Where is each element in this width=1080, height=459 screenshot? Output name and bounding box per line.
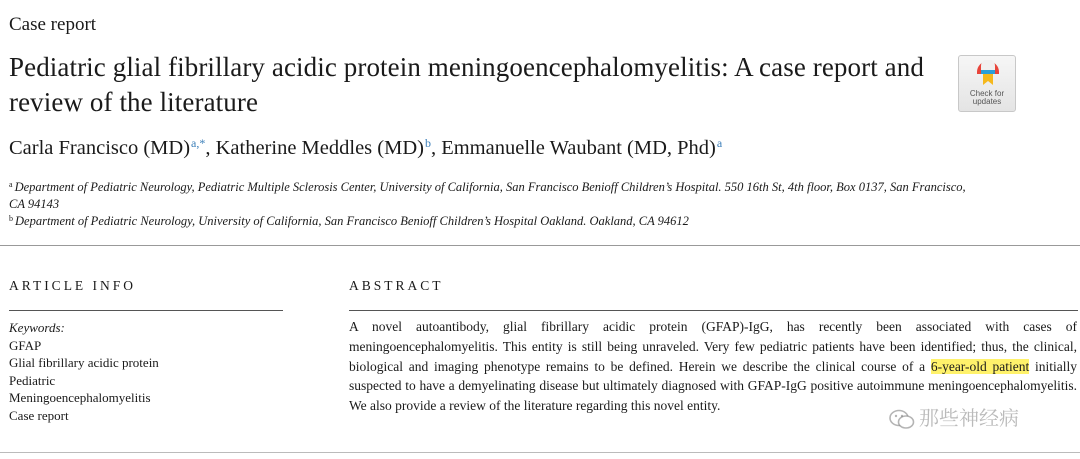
- affiliation-a: $^a$ Department of Pediatric Neurology, Pediatric Multiple Sclerosis Center, University of California, San Francisco Benioff Children’s Hospital. 550 16th St, 4th floor, Box 0137, San Francisco, CA 94143: [9, 180, 966, 211]
- keyword-item: Meningoencephalomyelitis: [9, 390, 151, 406]
- author-name[interactable]: Emmanuelle Waubant (MD, Phd): [441, 137, 716, 159]
- bottom-divider: [0, 452, 1080, 453]
- abstract-heading: ABSTRACT: [349, 278, 444, 293]
- header-divider: [0, 245, 1080, 246]
- check-for-updates-badge[interactable]: [958, 55, 1016, 112]
- keyword-item: Case report: [9, 407, 69, 423]
- article-type-label: Case report: [9, 14, 97, 35]
- article-info-heading: ARTICLE INFO: [9, 278, 137, 293]
- paper-title: Pediatric glial fibrillary acidic protein meningoencephalomyelitis: A case report and review of the literature: [9, 52, 924, 117]
- keywords-block: [9, 319, 159, 425]
- wechat-icon: [889, 409, 915, 431]
- author-affiliation-mark[interactable]: a,*: [191, 136, 206, 150]
- crossmark-icon: [975, 60, 1001, 88]
- keyword-item: GFAP: [9, 337, 42, 353]
- author-affiliation-mark[interactable]: b: [424, 136, 431, 150]
- keywords-label: Keywords:: [9, 320, 65, 335]
- author-list: Carla Francisco (MD)$^{a,*}$, Katherine Meddles (MD)$^b$, Emmanuelle Waubant (MD, Phd)$^a$: [9, 136, 723, 159]
- highlighted-phrase: 6-year-old patient: [930, 358, 1030, 374]
- affiliation-b: $^b$ Department of Pediatric Neurology, University of California, San Francisco Benioff Children’s Hospital Oakland. Oakland, CA 94612: [9, 214, 689, 228]
- abstract-divider: [349, 310, 1078, 311]
- article-info-divider: [9, 310, 283, 311]
- author-name[interactable]: Katherine Meddles (MD): [215, 137, 424, 159]
- keyword-item: Pediatric: [9, 372, 56, 388]
- keyword-item: Glial fibrillary acidic protein: [9, 355, 159, 371]
- abstract-text: A novel autoantibody, glial fibrillary acidic protein (GFAP)-IgG, has recently been associated with cases of meningoencephalomyelitis. This entity is still being unraveled. Very few pediatric patients have been identified; thus, the clinical, biological and imaging phenotype remains to be defined. Herein we describe the clinical course of a 6-year-old patient initially suspected to have a demyelinating disease but ultimately diagnosed with GFAP-IgG positive autoimmune meningoencephalomyelitis. We also provide a review of the literature regarding this novel entity.: [349, 319, 1078, 414]
- author-name[interactable]: Carla Francisco (MD): [9, 137, 191, 159]
- badge-text: Check for updates: [969, 89, 1005, 106]
- author-affiliation-mark[interactable]: a: [716, 136, 723, 150]
- watermark: 那些神经病: [889, 402, 1059, 432]
